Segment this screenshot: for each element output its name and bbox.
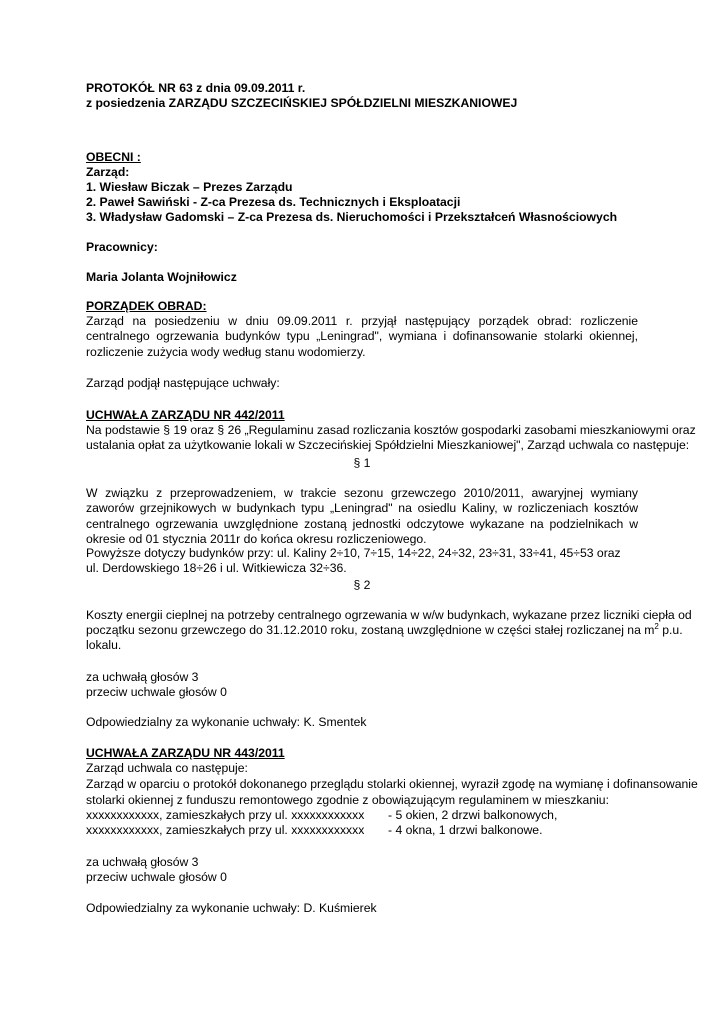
paragraph-2-text: początku sezonu grzewczego do 31.12.2010 roku, zostaną uwzględnione w części stałej rozliczanej na $m^2$ p.u. (86, 621, 683, 637)
protocol-subtitle: z posiedzenia ZARZĄDU SZCZECIŃSKIEJ SPÓŁDZIELNI MIESZKANIOWEJ (86, 96, 518, 110)
attendance-heading: OBECNI : (86, 150, 141, 164)
buildings-list: Powyższe dotyczy budynków przy: ul. Kaliny 2÷10, 7÷15, 14÷22, 24÷32, 23÷31, 33÷41, 45÷53 oraz (86, 546, 621, 560)
votes-for: za uchwałą głosów 3 (86, 670, 199, 684)
agenda-heading: PORZĄDEK OBRAD: (86, 299, 207, 313)
resolution-443-heading: UCHWAŁA ZARZĄDU NR 443/2011 (86, 746, 285, 760)
votes-against: przeciw uchwale głosów 0 (86, 870, 227, 884)
paragraph-2-text: Koszty energii cieplnej na potrzeby centralnego ogrzewania w w/w budynkach, wykazane przez liczniki ciepła od (86, 608, 692, 622)
list-item-detail: - 5 okien, 2 drzwi balkonowych, (388, 808, 558, 822)
buildings-list: ul. Derdowskiego 18÷26 i ul. Witkiewicza 32÷36. (86, 561, 347, 575)
responsible-person: Odpowiedzialny za wykonanie uchwały: D. Kuśmierek (86, 901, 377, 915)
board-label: Zarząd: (86, 165, 130, 179)
resolution-443-intro: Zarząd uchwala co następuje: (86, 761, 248, 775)
list-item-owner: xxxxxxxxxxxx, zamieszkałych przy ul. xxxxxxxxxxxx (86, 808, 365, 822)
paragraph-1-symbol: § 1 (353, 456, 371, 470)
votes-against: przeciw uchwale głosów 0 (86, 685, 227, 699)
list-item-detail: - 4 okna, 1 drzwi balkonowe. (388, 823, 543, 837)
board-member: 1. Wiesław Biczak – Prezes Zarządu (86, 180, 293, 194)
resolution-443-text: stolarki okiennej z funduszu remontowego zgodnie z obowiązującym regulaminem w mieszkaniu: (86, 793, 609, 807)
resolution-442-heading: UCHWAŁA ZARZĄDU NR 442/2011 (86, 408, 285, 422)
board-member: 2. Paweł Sawiński - Z-ca Prezesa ds. Technicznych i Eksploatacji (86, 195, 461, 209)
resolutions-intro: Zarząd podjął następujące uchwały: (86, 376, 280, 390)
staff-label: Pracownicy: (86, 240, 158, 254)
paragraph-2-symbol: § 2 (353, 578, 371, 592)
protocol-title: PROTOKÓŁ NR 63 z dnia 09.09.2011 r. (86, 81, 306, 95)
votes-for: za uchwałą głosów 3 (86, 855, 199, 869)
paragraph-2-text: lokalu. (86, 638, 122, 652)
agenda-text: Zarząd na posiedzeniu w dniu 09.09.2011 r. przyjął następujący porządek obrad: rozliczenie centralnego ogrzewania budynków typu „Leningrad", wymiana i dofinansowanie stolarki okiennej, rozliczenie zużycia wody według stanu wodomierzy. (86, 314, 638, 359)
resolution-443-text: Zarząd w oparciu o protokół dokonanego przeglądu stolarki okiennej, wyraził zgodę na wymianę i dofinansowanie (86, 777, 698, 791)
paragraph-1-text: W związku z przeprowadzeniem, w trakcie sezonu grzewczego 2010/2011, awaryjnej wymiany zaworów grzejnikowych w budynkach typu „Leningrad" na osiedlu Kaliny, w rozliczeniach kosztów centralnego ogrzewania uwzględnione zostaną jednostki odczytowe wykazane na podzielnikach w okresie od 01 stycznia 2011r do końca okresu rozliczeniowego. (86, 486, 638, 546)
resolution-442-basis: ustalania opłat za użytkowanie lokali w Szczecińskiej Spółdzielni Mieszkaniowej", Zarząd uchwala co następuje: (86, 438, 690, 452)
resolution-442-basis: Na podstawie § 19 oraz § 26 „Regulaminu zasad rozliczania kosztów gospodarki zasobami mieszkaniowymi oraz (86, 423, 696, 437)
responsible-person: Odpowiedzialny za wykonanie uchwały: K. Smentek (86, 715, 367, 729)
board-member: 3. Władysław Gadomski – Z-ca Prezesa ds. Nieruchomości i Przekształceń Własnościowych (86, 210, 618, 224)
list-item-owner: xxxxxxxxxxxx, zamieszkałych przy ul. xxxxxxxxxxxx (86, 823, 365, 837)
staff-name: Maria Jolanta Wojniłowicz (86, 270, 237, 284)
